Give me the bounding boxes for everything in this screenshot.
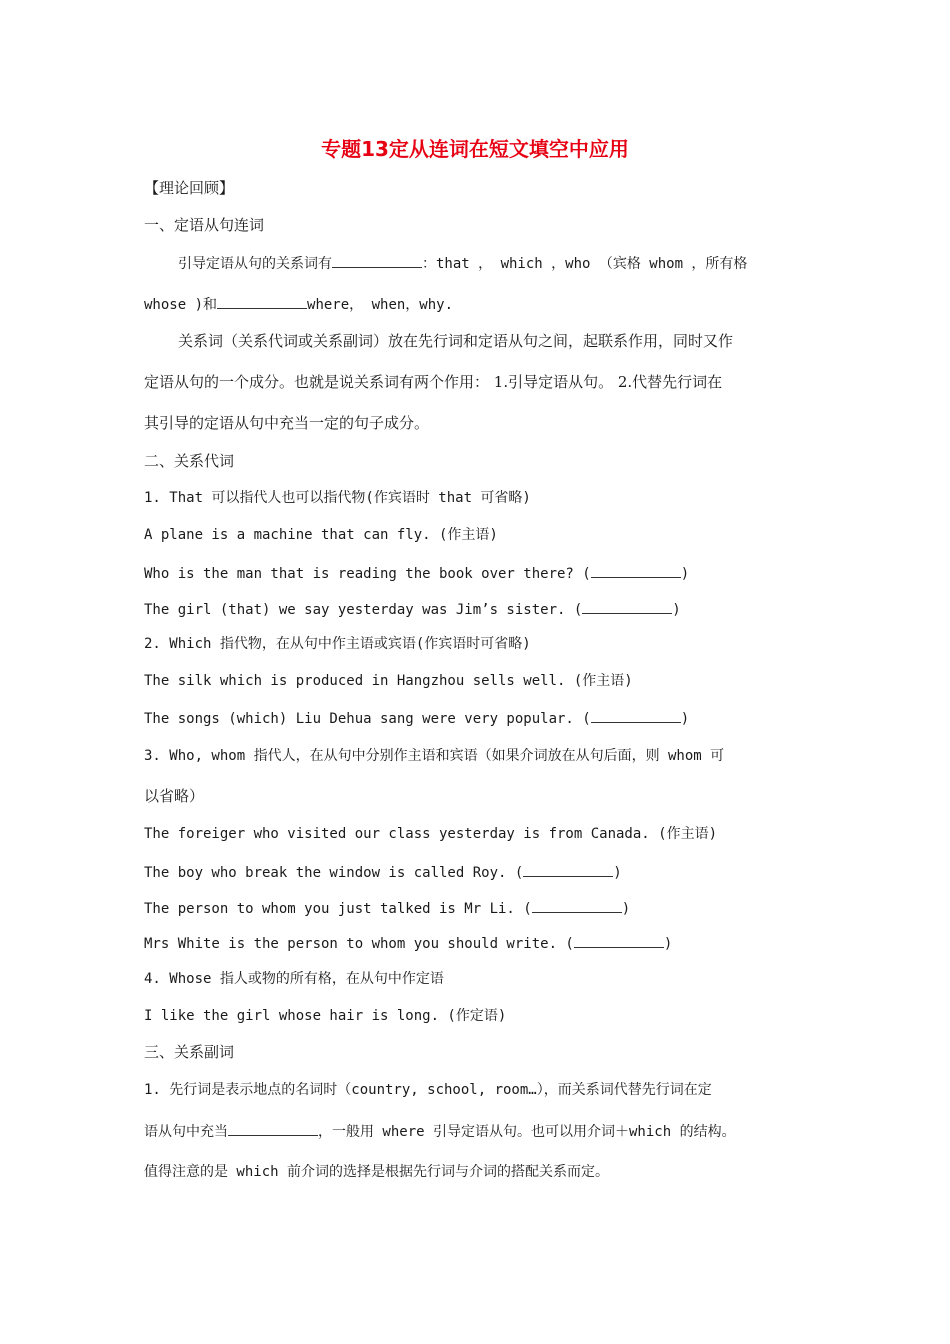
example-text: The songs (which) Liu Dehua sang were very popular. ( <box>144 711 591 727</box>
example-sentence <box>144 933 672 954</box>
example-text: Mrs White is the person to whom you should write. ( <box>144 936 574 952</box>
fill-blank[interactable] <box>228 1121 318 1136</box>
rule-who-whom: 3. Who, whom 指代人，在从句中分别作主语和宾语（如果介词放在从句后面，则 whom 可 <box>144 748 725 764</box>
review-heading: 【理论回顾】 <box>144 179 235 197</box>
intro-line-2 <box>144 294 453 315</box>
section-heading-one: 一、定语从句连词 <box>144 216 265 234</box>
example-sentence <box>144 599 681 620</box>
fill-blank[interactable] <box>582 599 672 614</box>
section-heading-three: 三、关系副词 <box>144 1043 235 1061</box>
paragraph-line: 其引导的定语从句中充当一定的句子成分。 <box>144 414 430 432</box>
rule-that: 1. That 可以指代人也可以指代物(作宾语时 that 可省略) <box>144 490 531 506</box>
close-paren: ) <box>663 936 673 952</box>
intro-text: 引导定语从句的关系词有 <box>178 256 332 272</box>
intro-text: whose )和 <box>144 297 218 313</box>
example-sentence: The silk which is produced in Hangzhou sells well. (作主语) <box>144 673 633 689</box>
fill-blank[interactable] <box>591 563 681 578</box>
adverb-text: 语从句中充当 <box>144 1124 228 1140</box>
close-paren: ) <box>621 901 631 917</box>
adverb-rule-line-1: 1. 先行词是表示地点的名词时（country, school, room…），而关系词代替先行词在定 <box>144 1082 712 1098</box>
adverb-rule-line-2 <box>144 1121 736 1142</box>
document-title: 专题13定从连词在短文填空中应用 <box>321 137 629 161</box>
section-heading-two: 二、关系代词 <box>144 452 235 470</box>
fill-blank[interactable] <box>591 708 681 723</box>
fill-blank[interactable] <box>574 933 664 948</box>
adverb-text: ，一般用 where 引导定语从句。也可以用介词＋which 的结构。 <box>318 1124 736 1140</box>
example-sentence: A plane is a machine that can fly. (作主语) <box>144 527 498 543</box>
adverb-rule-line-3: 值得注意的是 which 前介词的选择是根据先行词与介词的搭配关系而定。 <box>144 1164 609 1180</box>
paragraph-line: 关系词（关系代词或关系副词）放在先行词和定语从句之间，起联系作用，同时又作 <box>178 332 734 350</box>
example-text: The girl (that) we say yesterday was Jim’s sister. ( <box>144 602 583 618</box>
example-sentence <box>144 898 630 919</box>
fill-blank[interactable] <box>332 253 422 268</box>
example-text: Who is the man that is reading the book over there? ( <box>144 566 591 582</box>
close-paren: ) <box>680 711 690 727</box>
example-sentence: I like the girl whose hair is long. (作定语) <box>144 1008 507 1024</box>
paragraph-line: 定语从句的一个成分。也就是说关系词有两个作用： 1.引导定语从句。 2.代替先行词在 <box>144 373 723 391</box>
intro-text: where， when，why. <box>307 297 454 313</box>
rule-who-whom-cont: 以省略） <box>144 787 205 805</box>
example-sentence <box>144 708 689 729</box>
rule-which: 2. Which 指代物，在从句中作主语或宾语(作宾语时可省略) <box>144 636 531 652</box>
example-text: The person to whom you just talked is Mr Li. ( <box>144 901 532 917</box>
example-sentence: The foreiger who visited our class yesterday is from Canada. (作主语) <box>144 826 718 842</box>
fill-blank[interactable] <box>217 294 307 309</box>
intro-text: ：that ， which ，who （宾格 whom ，所有格 <box>422 256 748 272</box>
close-paren: ) <box>680 566 690 582</box>
close-paren: ) <box>672 602 681 618</box>
example-sentence <box>144 563 689 584</box>
intro-line-1 <box>178 253 747 274</box>
close-paren: ) <box>613 865 622 881</box>
fill-blank[interactable] <box>532 898 622 913</box>
rule-whose: 4. Whose 指人或物的所有格，在从句中作定语 <box>144 971 444 987</box>
fill-blank[interactable] <box>523 862 613 877</box>
example-text: The boy who break the window is called Roy. ( <box>144 865 524 881</box>
example-sentence <box>144 862 622 883</box>
